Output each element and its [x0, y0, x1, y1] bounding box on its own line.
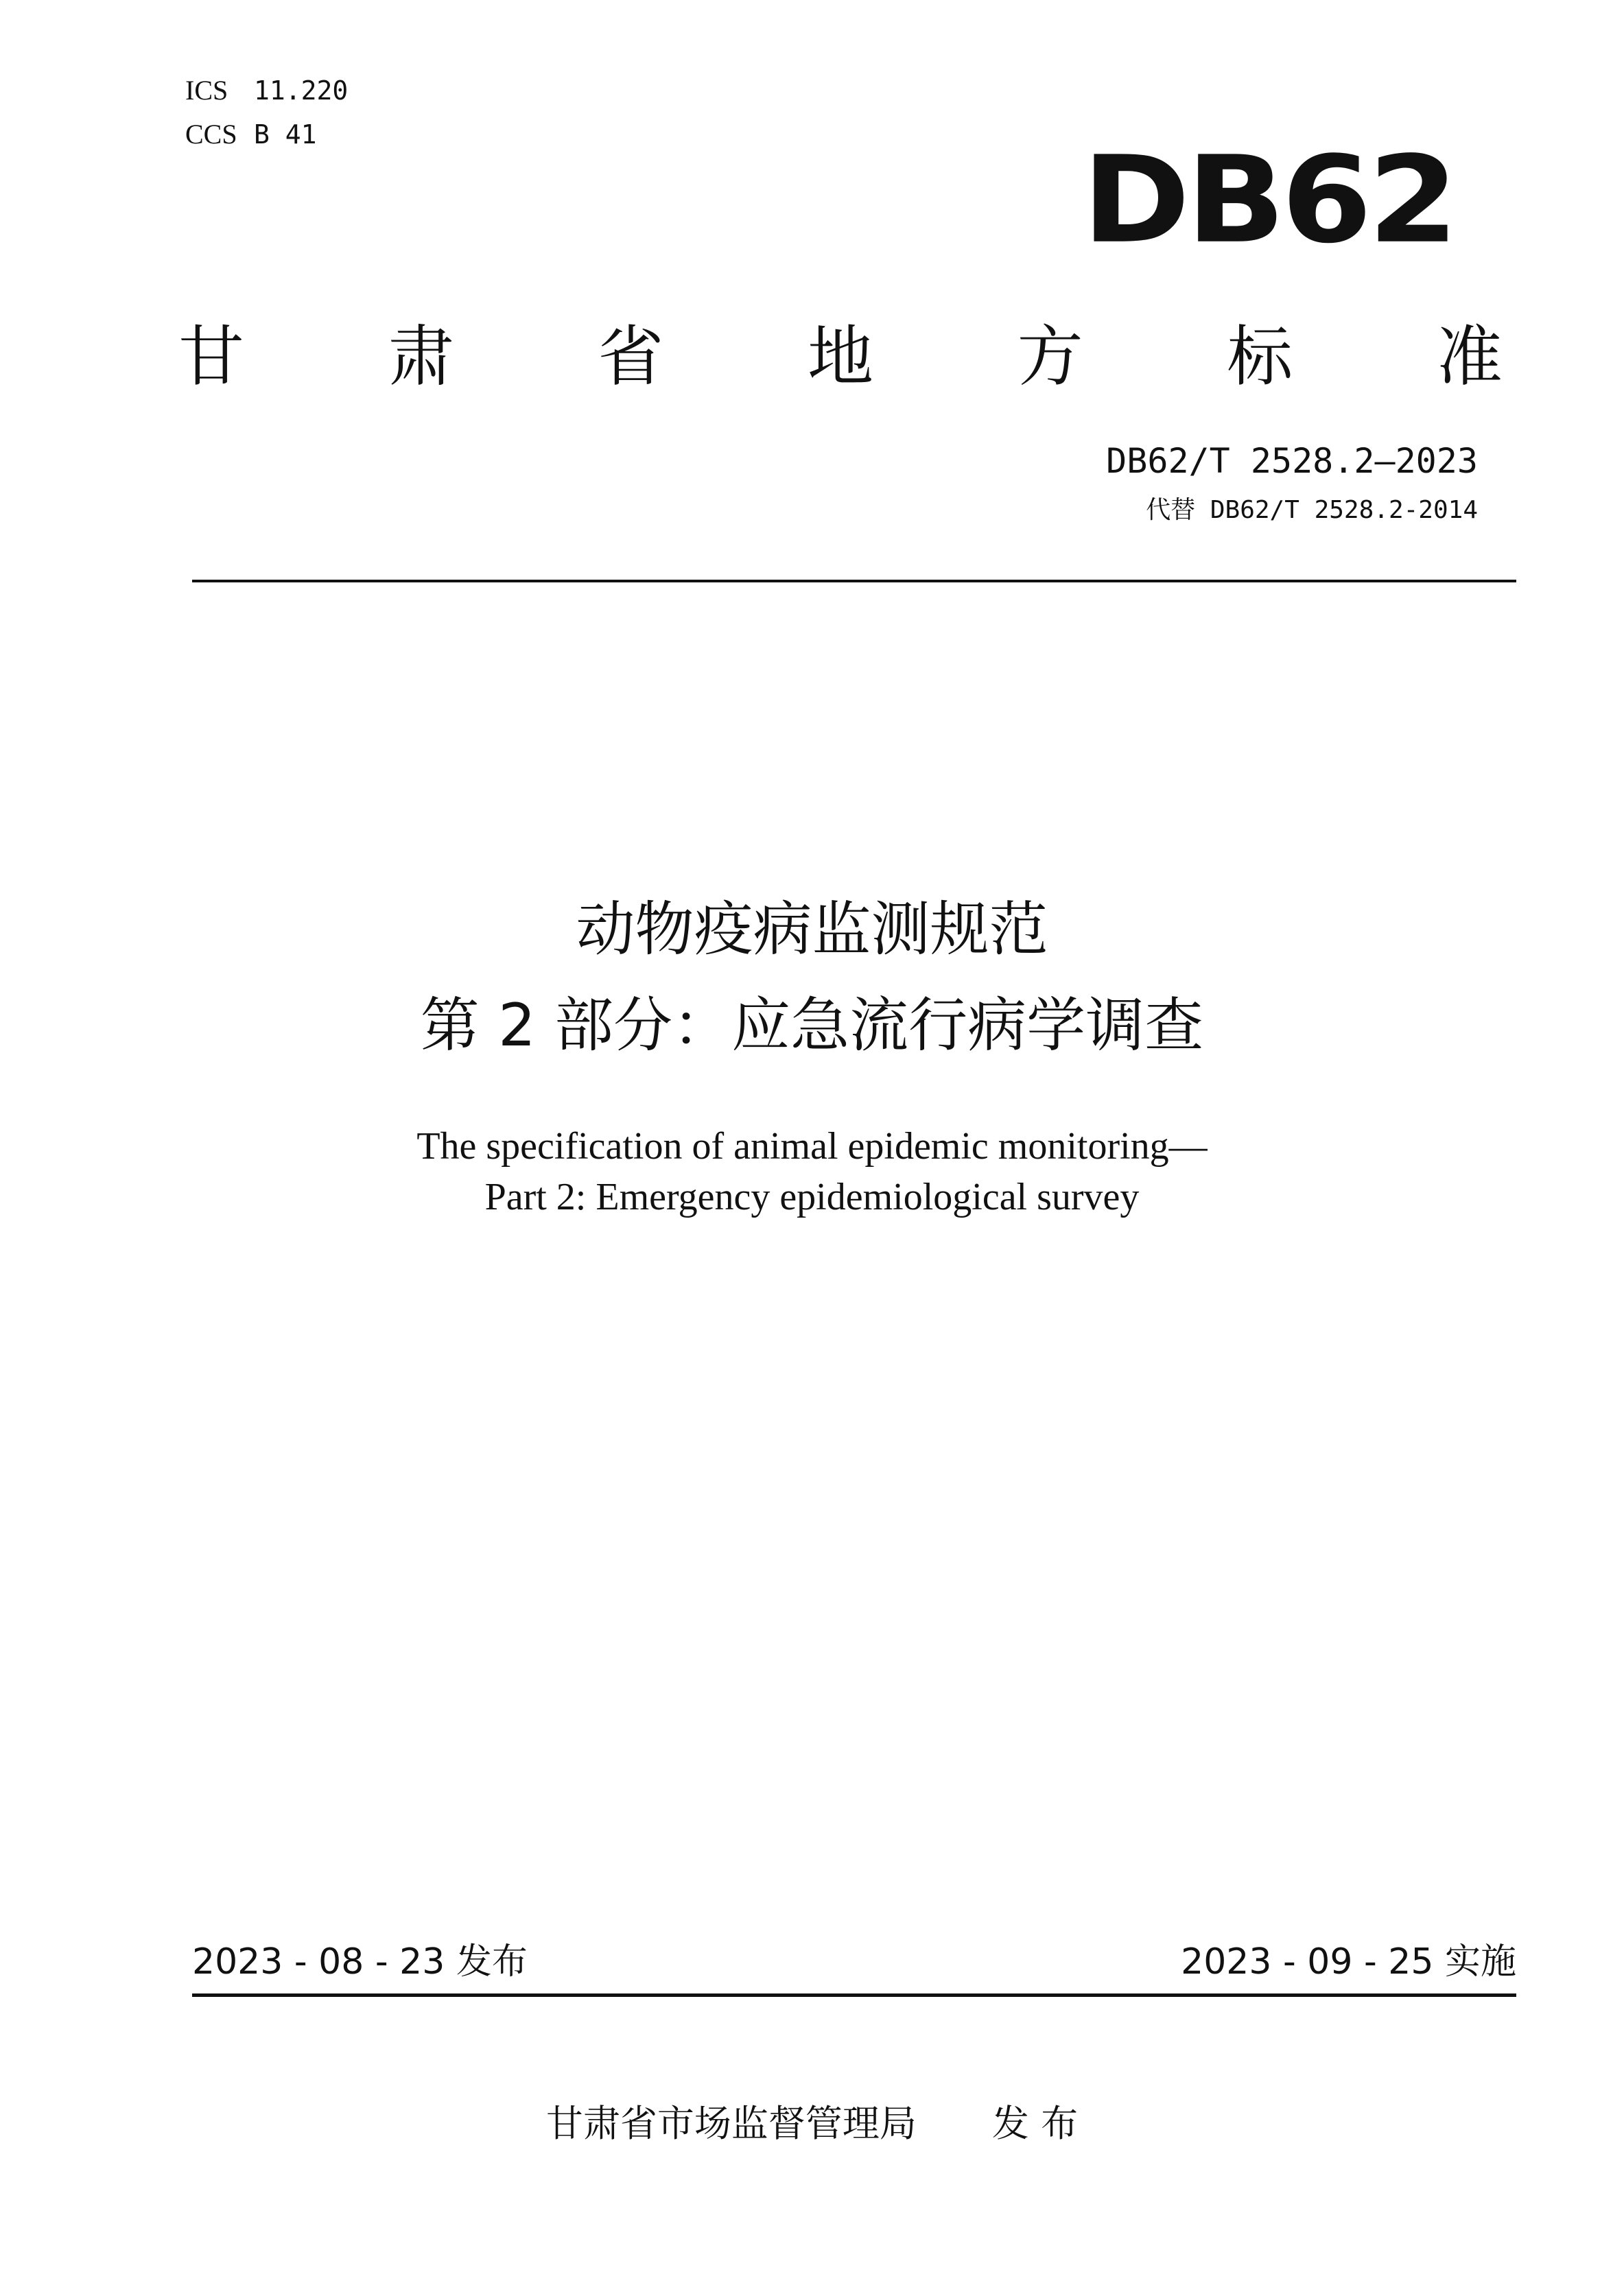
implement-date: 2023 - 09 - 25 实施	[1181, 1941, 1516, 1983]
standard-type-char: 准	[1436, 318, 1503, 395]
issuer-action: 发 布	[991, 2102, 1079, 2145]
ccs-code	[185, 119, 317, 150]
standard-number: DB62/T 2528.2—2023	[1106, 441, 1478, 481]
db62-logo: DB62	[1082, 130, 1455, 270]
standard-type-char: 标	[1227, 318, 1293, 395]
footer-divider	[192, 1993, 1516, 1997]
ics-code	[185, 75, 348, 106]
replaces-standard: 代替 DB62/T 2528.2-2014	[1146, 496, 1478, 524]
publish-date: 2023 - 08 - 23 发布	[192, 1941, 528, 1983]
title-cn-line1: 动物疫病监测规范	[576, 895, 1048, 964]
title-cn-line2: 第 2 部分：应急流行病学调查	[420, 991, 1204, 1060]
standard-type-char: 省	[598, 318, 664, 395]
ccs-label: CCS	[185, 119, 237, 150]
ics-value: 11.220	[254, 75, 349, 106]
standard-type-char: 肃	[388, 318, 454, 395]
issuer	[0, 2099, 1624, 2149]
standard-type	[178, 312, 1503, 401]
ics-label: ICS	[185, 75, 228, 106]
standard-type-char: 方	[1017, 318, 1083, 395]
title-en-line1: The specification of animal epidemic monitoring—	[416, 1125, 1208, 1168]
title-en-line2: Part 2: Emergency epidemiological survey	[484, 1176, 1140, 1218]
standard-type-char: 地	[807, 318, 873, 395]
ccs-value: B 41	[254, 119, 317, 150]
header-divider	[192, 580, 1516, 582]
issuer-name: 甘肃省市场监督管理局	[545, 2102, 917, 2145]
standard-type-char: 甘	[178, 318, 244, 395]
